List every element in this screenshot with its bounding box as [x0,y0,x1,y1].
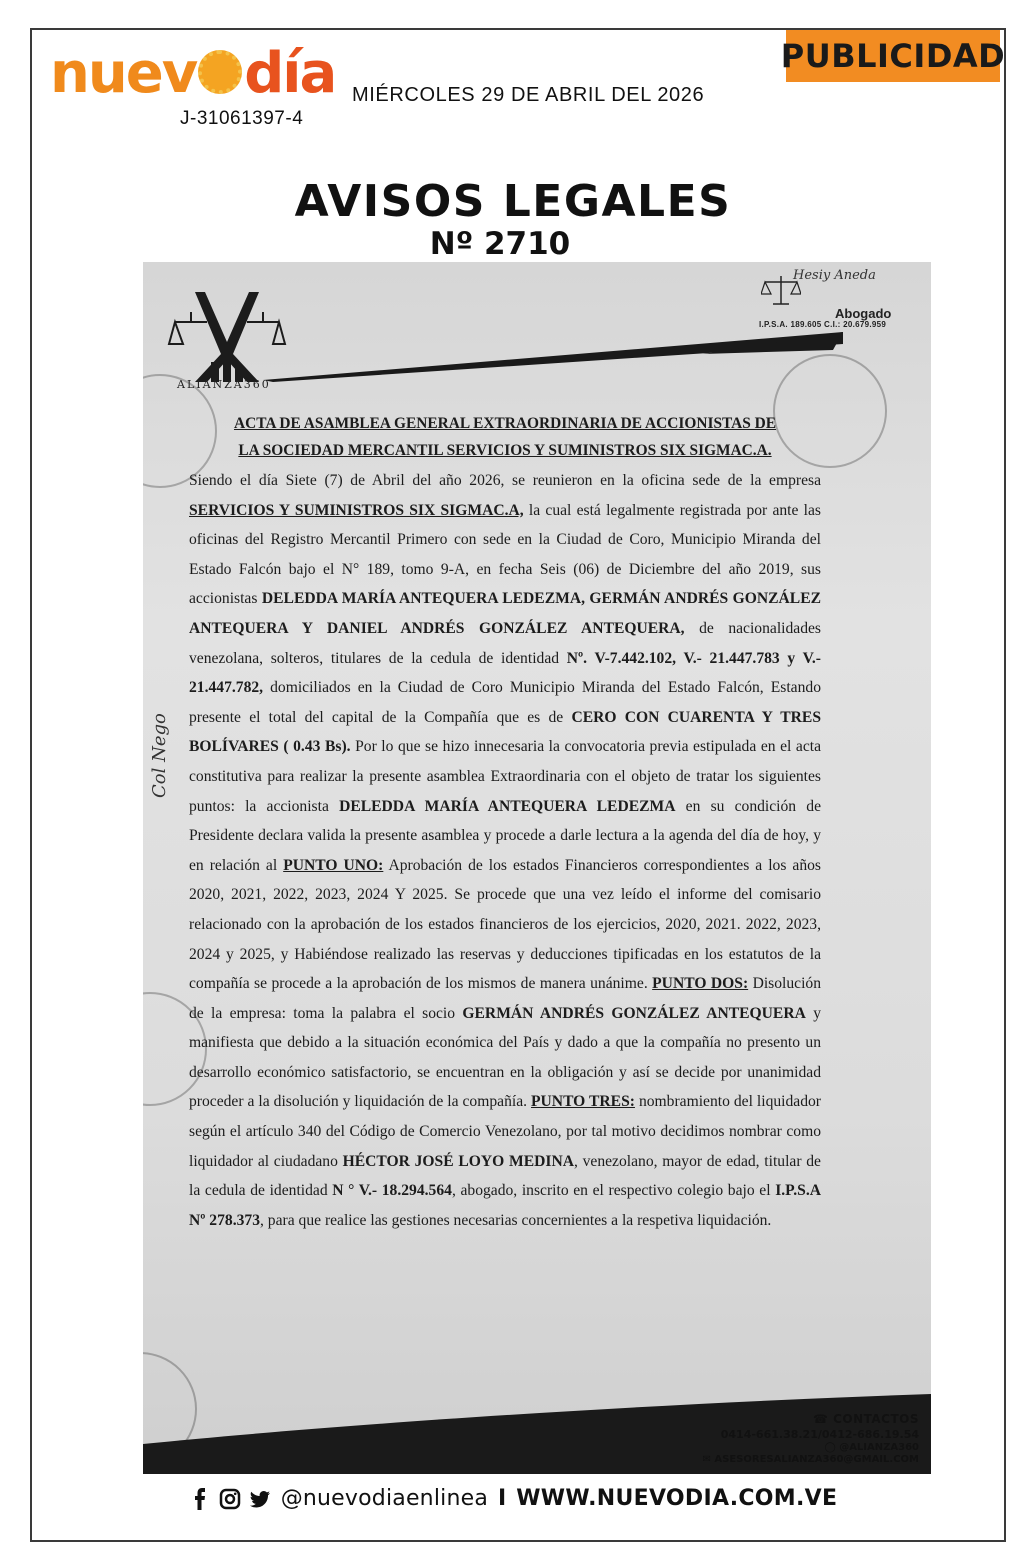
president-name: DELEDDA MARÍA ANTEQUERA LEDEZMA [339,797,676,815]
twitter-icon[interactable] [249,1488,271,1510]
contacts-instagram-text: @ALIANZA360 [839,1442,919,1453]
shareholder-ids: Nº. V-7.442.102, V.- 21.447.783 y V.- 21.447.782, [189,649,821,697]
scales-icon [761,270,801,310]
page-footer [0,1486,1026,1511]
point-one-text: Aprobación de los estados Financieros correspondientes a los años 2020, 2021, 2022, 2023, 2024 Y 2025. Se procede que una vez leído el informe del comisario relacionado con la aprobación de los estados financieros de los ejercicios, 2020, 2021. 2022, 2023, 2024 y 2025, y Habiéndose realizado las reservas y deducciones tipificadas en los estatutos de la compañía se procede a la aprobación de los mismos de manera unánime. [189,856,821,993]
act-heading-line: LA SOCIEDAD MERCANTIL SERVICIOS Y SUMINISTROS SIX SIGMAC.A. [238,442,772,459]
sun-icon [198,50,242,94]
point-one-label: PUNTO UNO: [283,856,384,874]
capital-amount: CERO CON CUARENTA Y TRES BOLÍVARES ( 0.43 Bs). [189,708,821,756]
liquidator-ipsa: I.P.S.A Nº 278.373 [189,1182,821,1229]
text-run: la cual está legalmente registrada por ante las oficinas del Registro Mercantil Primero con sede en la Ciudad de Coro, Municipio Miranda del Estado Falcón bajo el N° 189, tomo 9-A, en fecha Seis (06) de Diciembre del año 2019, sus accionistas [189,501,821,608]
footer-separator: I [498,1486,507,1511]
act-heading [189,410,821,464]
company-name: SERVICIOS Y SUMINISTROS SIX SIGMAC.A, [189,501,524,519]
firm-name: ALIANZA360 [177,378,271,391]
lawyer-title: Abogado [835,306,892,321]
contacts-email: ✉ ASESORESALIANZA360@GMAIL.COM [702,1454,919,1465]
act-paragraph [189,466,821,1235]
text-run: Por lo que se hizo innecesaria la convocatoria previa estipulada en el acta constitutiva para realizar la presente asamblea Extraordinaria con el objeto de tratar los siguientes puntos: la accionista [189,738,821,815]
point-two-text: y manifiesta que debido a la situación económica del País y dado a que la compañía no presento un desarrollo económico satisfactorio, se encuentran en la obligación y así se decide por unanimidad proceder a la disolución y liquidación de la compañía. [189,1004,821,1111]
text-run: domiciliados en la Ciudad de Coro Municipio Miranda del Estado Falcón, Estando presente el total del capital de la Compañía que es de [189,679,821,726]
text-run: , venezolano, mayor de edad, titular de la cedula de identidad [189,1152,821,1200]
margin-signature: Col Nego [149,713,170,798]
page-title: AVISOS LEGALES [294,176,732,227]
contacts-phones: 0414-661.38.21/0412-686.19.54 [720,1428,919,1441]
liquidator-name: HÉCTOR JOSÉ LOYO MEDINA [342,1152,574,1170]
newspaper-logo: nuev día [50,41,336,106]
notice-number: Nº 2710 [429,226,571,262]
contacts-block [699,1412,919,1465]
text-run: Disolución de la empresa: toma la palabra el socio [189,975,822,1022]
text-run: , para que realice las gestiones necesarias concernientes a la respetiva liquidación. [260,1211,772,1229]
social-handle[interactable]: @nuevodiaenlinea [280,1486,489,1511]
text-run: nombramiento del liquidador según el artículo 340 del Código de Comercio Venezolano, por tal motivo decidimos nombrar como liquidador al ciudadano [189,1093,822,1170]
legal-notice-body [189,410,821,1235]
point-two-label: PUNTO DOS: [652,975,749,993]
text-run: de nacionalidades venezolana, solteros, titulares de la cedula de identidad [189,619,821,667]
lawyer-ipsa: I.P.S.A. 189.605 C.I.: 20.679.959 [759,320,887,329]
act-heading-line: ACTA DE ASAMBLEA GENERAL EXTRAORDINARIA DE ACCIONISTAS DE [233,415,777,432]
text-run: Siendo el día Siete (7) de Abril del año 2026, se reunieron en la oficina sede de la empresa [189,472,821,489]
partner-name: GERMÁN ANDRÉS GONZÁLEZ ANTEQUERA [462,1004,806,1022]
shareholder-names: DELEDDA MARÍA ANTEQUERA LEDEZMA, GERMÁN ANDRÉS GONZÁLEZ ANTEQUERA Y DANIEL ANDRÉS GONZÁLEZ ANTEQUERA, [189,590,822,637]
publication-date: MIÉRCOLES 29 DE ABRIL DEL 2026 [352,84,705,106]
text-run: , abogado, inscrito en el respectivo colegio bajo el [451,1182,776,1200]
contacts-email-text: ASESORESALIANZA360@GMAIL.COM [714,1454,919,1465]
social-icons [189,1488,271,1510]
instagram-icon[interactable] [219,1488,241,1510]
contacts-title: ☎ CONTACTOS [812,1412,919,1426]
section-badge: PUBLICIDAD [786,30,1000,82]
contacts-instagram: ◯ @ALIANZA360 [824,1442,919,1453]
rif-number: J-31061397-4 [180,108,304,129]
liquidator-id: N ° V.- 18.294.564 [332,1182,452,1200]
alianza360-logo-icon [167,282,287,392]
facebook-icon[interactable] [189,1488,211,1510]
text-run: en su condición de Presidente declara valida la presente asamblea y procede a darle lectura a la agenda del día de hoy, y en relación al [189,797,822,874]
scanned-document [143,262,931,1474]
lawyer-signature: Hesiy Aneda [793,268,876,283]
contacts-title-text: CONTACTOS [833,1412,919,1426]
website-link[interactable]: WWW.NUEVODIA.COM.VE [516,1486,838,1511]
point-three-label: PUNTO TRES: [531,1093,635,1111]
